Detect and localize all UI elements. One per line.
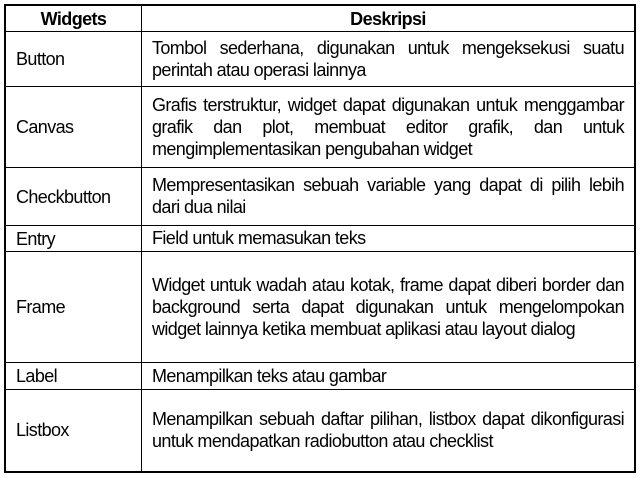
table-row <box>5 168 635 226</box>
widget-name: Frame <box>5 252 142 363</box>
widgets-table <box>4 4 636 473</box>
widget-description: Tombol sederhana, digunakan untuk mengeksekusi suatu perintah atau operasi lainnya <box>142 32 636 87</box>
widget-name: Button <box>5 32 142 87</box>
table-row <box>5 226 635 252</box>
widget-name: Canvas <box>5 87 142 168</box>
table-row <box>5 87 635 168</box>
widget-description: Menampilkan sebuah daftar pilihan, listbox dapat dikonfigurasi untuk mendapatkan radiobutton atau checklist <box>142 390 636 472</box>
table-row <box>5 390 635 472</box>
table-row <box>5 363 635 390</box>
widget-name: Checkbutton <box>5 168 142 226</box>
table-row <box>5 32 635 87</box>
widget-name: Label <box>5 363 142 390</box>
widget-description: Mempresentasikan sebuah variable yang dapat di pilih lebih dari dua nilai <box>142 168 636 226</box>
widget-description: Grafis terstruktur, widget dapat digunakan untuk menggambar grafik dan plot, membuat editor grafik, dan untuk mengimplementasikan pengubahan widget <box>142 87 636 168</box>
header-deskripsi: Deskripsi <box>142 5 636 32</box>
header-widgets: Widgets <box>5 5 142 32</box>
widget-description: Field untuk memasukan teks <box>142 226 636 252</box>
widget-name: Entry <box>5 226 142 252</box>
widget-description: Menampilkan teks atau gambar <box>142 363 636 390</box>
widget-description: Widget untuk wadah atau kotak, frame dapat diberi border dan background serta dapat digunakan untuk mengelompokan widget lainnya ketika membuat aplikasi atau layout dialog <box>142 252 636 363</box>
table-row <box>5 252 635 363</box>
table-header-row <box>5 5 635 32</box>
widget-name: Listbox <box>5 390 142 472</box>
